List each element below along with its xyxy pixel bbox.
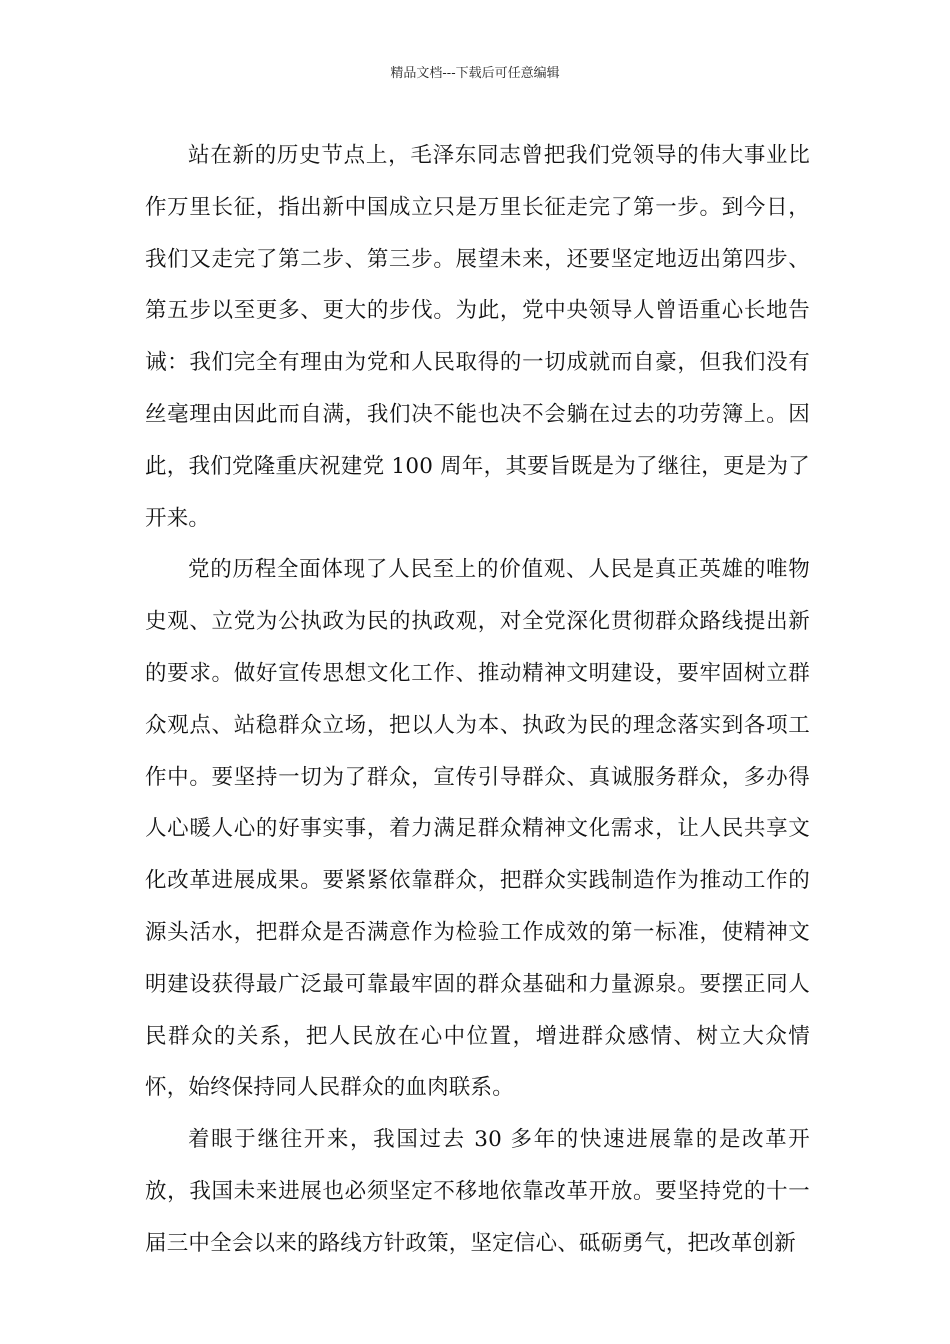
paragraph-3: 着眼于继往开来，我国过去 30 多年的快速进展靠的是改革开放，我国未来进展也必须坚定不移地依靠改革开放。要坚持党的十一届三中全会以来的路线方针政策，坚定信心、砥砺勇气，把改革创新: [145, 1127, 810, 1256]
page-header: 精品文档---下载后可任意编辑: [390, 66, 560, 81]
document-body: [145, 130, 810, 1270]
paragraph-2: 党的历程全面体现了人民至上的价值观、人民是真正英雄的唯物史观、立党为公执政为民的执政观，对全党深化贯彻群众路线提出新的要求。做好宣传思想文化工作、推动精神文明建设，要牢固树立群众观点、站稳群众立场，把以人为本、执政为民的理念落实到各项工作中。要坚持一切为了群众，宣传引导群众、真诚服务群众，多办得人心暖人心的好事实事，着力满足群众精神文化需求，让人民共享文化改革进展成果。要紧紧依靠群众，把群众实践制造作为推动工作的源头活水，把群众是否满意作为检验工作成效的第一标准，使精神文明建设获得最广泛最可靠最牢固的群众基础和力量源泉。要摆正同人民群众的关系，把人民放在心中位置，增进群众感情、树立大众情怀，始终保持同人民群众的血肉联系。: [145, 557, 810, 1101]
paragraph-1: 站在新的历史节点上，毛泽东同志曾把我们党领导的伟大事业比作万里长征，指出新中国成立只是万里长征走完了第一步。到今日，我们又走完了第二步、第三步。展望未来，还要坚定地迈出第四步、第五步以至更多、更大的步伐。为此，党中央领导人曾语重心长地告诫：我们完全有理由为党和人民取得的一切成就而自豪，但我们没有丝毫理由因此而自满，我们决不能也决不会躺在过去的功劳簿上。因此，我们党隆重庆祝建党 100 周年，其要旨既是为了继往，更是为了开来。: [145, 143, 810, 531]
